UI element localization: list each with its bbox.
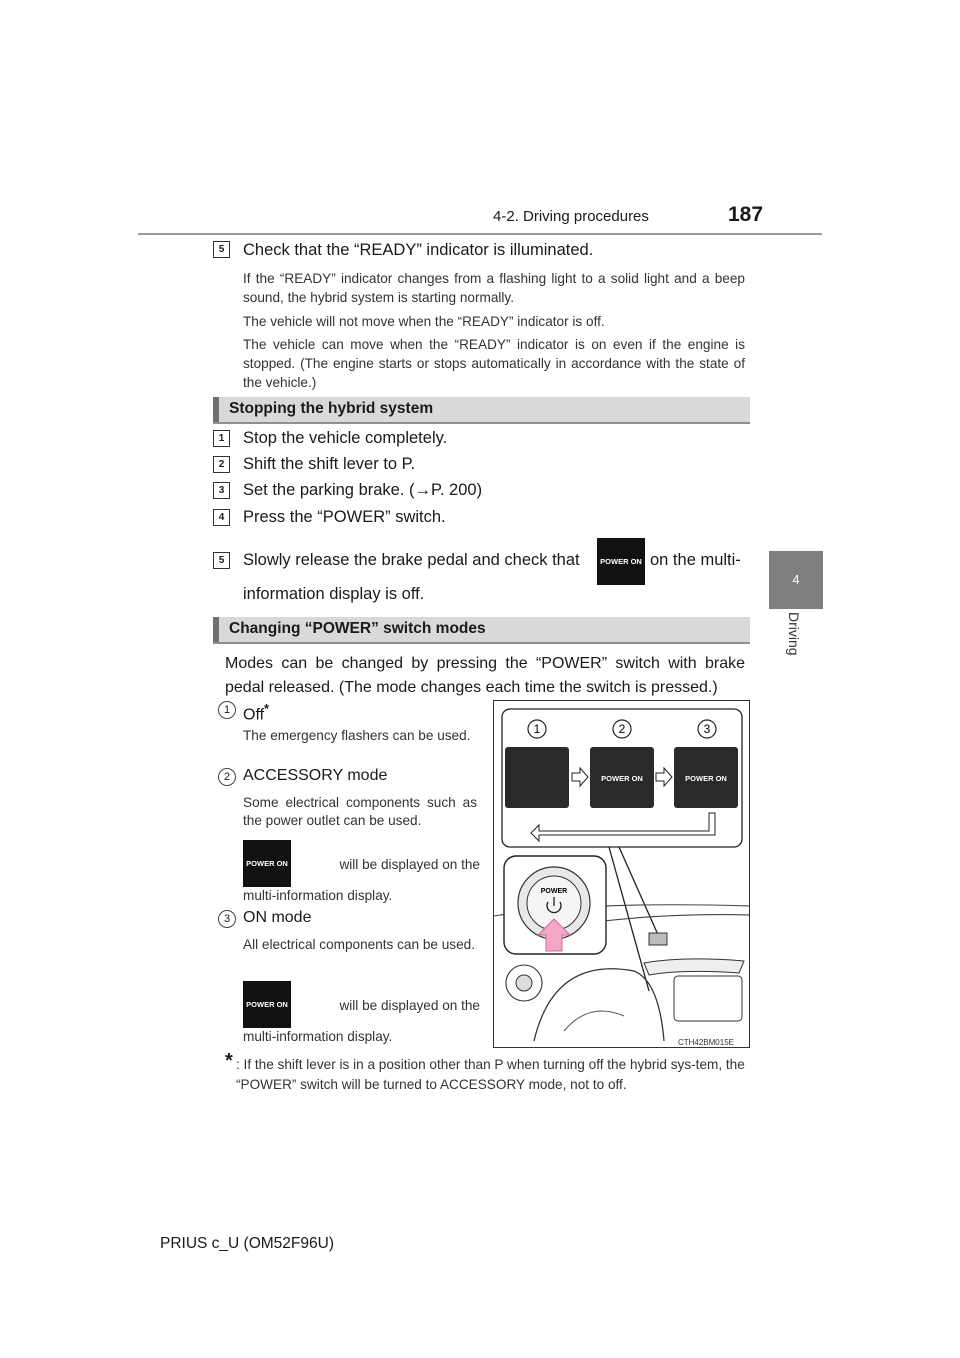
- section-heading: [213, 397, 750, 422]
- step-title: Stop the vehicle completely.: [243, 429, 448, 447]
- dashboard-line: [604, 915, 750, 921]
- mode-display-text: will be displayed on the: [339, 857, 480, 872]
- center-screen: [674, 976, 742, 1021]
- vent-center: [516, 975, 532, 991]
- display-off: [505, 747, 569, 808]
- illustration-number: 1: [533, 722, 541, 736]
- display-label: POWER ON: [601, 774, 643, 783]
- illustration-number: 3: [703, 722, 711, 736]
- mode-number-circle: 2: [218, 768, 236, 786]
- step-note: The vehicle will not move when the “READY” indicator is off.: [243, 314, 605, 329]
- mode-description: The emergency flashers can be used.: [243, 728, 471, 743]
- footer-model-code: PRIUS c_U (OM52F96U): [160, 1235, 334, 1252]
- power-on-indicator-icon: POWER ON: [243, 840, 291, 887]
- step-number-box: 3: [213, 482, 230, 499]
- step-number-box: 2: [213, 456, 230, 473]
- section-heading: [213, 617, 750, 642]
- mode-title: ON mode: [243, 909, 312, 926]
- step-title: Shift the shift lever to P.: [243, 455, 416, 473]
- mode-number-circle: 3: [218, 910, 236, 928]
- step-note: If the “READY” indicator changes from a flashing light to a solid light and a beep sound, the hybrid system is starting normally.: [243, 271, 745, 305]
- step-title: Check that the “READY” indicator is illuminated.: [243, 241, 594, 259]
- header-rule: [138, 233, 822, 235]
- header-section-title: 4-2. Driving procedures: [493, 208, 649, 225]
- mode-display-text: multi-information display.: [243, 1029, 393, 1044]
- step-title: Press the “POWER” switch.: [243, 508, 446, 526]
- steering-wheel-detail: [564, 1011, 624, 1031]
- mode-title: [243, 701, 269, 724]
- mode-description: Some electrical components such as the power outlet can be used.: [243, 795, 477, 828]
- section-rule: [213, 642, 750, 644]
- steering-wheel: [534, 969, 664, 1041]
- chapter-label: Driving: [786, 612, 802, 656]
- illustration-number: 2: [618, 722, 626, 736]
- illustration-svg: [494, 701, 750, 1048]
- power-on-indicator-icon: POWER ON: [597, 538, 645, 585]
- step-title: Set the parking brake. (→P. 200): [243, 481, 483, 499]
- mode-number-circle: 1: [218, 701, 236, 719]
- section-rule: [213, 422, 750, 424]
- footnote-marker: *: [264, 701, 270, 716]
- chapter-tab: 4: [769, 551, 823, 609]
- dash-display: [649, 933, 667, 945]
- step-number-box: 4: [213, 509, 230, 526]
- callout-line: [619, 847, 659, 937]
- section-heading-text: Changing “POWER” switch modes: [229, 620, 486, 637]
- power-on-indicator-icon: POWER ON: [243, 981, 291, 1028]
- step-number-box: 5: [213, 241, 230, 258]
- step-number-box: 5: [213, 552, 230, 569]
- step-title: Slowly release the brake pedal and check that: [243, 551, 580, 569]
- power-switch-illustration: [493, 700, 750, 1048]
- illustration-code: CTH42BM015E: [677, 1038, 734, 1047]
- step-title: information display is off.: [243, 585, 425, 603]
- mode-display-text: multi-information display.: [243, 888, 393, 903]
- mode-title: ACCESSORY mode: [243, 767, 388, 784]
- page-number: 187: [728, 203, 764, 226]
- step-title: on the multi-: [650, 551, 741, 569]
- section-heading-text: Stopping the hybrid system: [229, 400, 434, 417]
- mode-display-text: will be displayed on the: [339, 998, 480, 1013]
- step-number-box: 1: [213, 430, 230, 447]
- mode-title-text: Off: [243, 706, 265, 724]
- section-intro: Modes can be changed by pressing the “POWER” switch with brake pedal released. (The mode changes each time the switch is pressed.): [225, 655, 745, 696]
- footnote-text: : If the shift lever is in a position other than P when turning off the hybrid sys-tem, the “POWER” switch will be turned to ACCESSORY mode, not to off.: [236, 1057, 745, 1092]
- power-switch-label: POWER: [540, 888, 568, 895]
- mode-description: All electrical components can be used.: [243, 937, 475, 952]
- footnote-marker: *: [225, 1050, 233, 1072]
- air-vent: [644, 959, 744, 975]
- step-note: The vehicle can move when the “READY” indicator is on even if the engine is stopped. (The engine starts or stops automatically in accordance with the state of the vehicle.): [243, 337, 745, 390]
- display-label: POWER ON: [685, 774, 727, 783]
